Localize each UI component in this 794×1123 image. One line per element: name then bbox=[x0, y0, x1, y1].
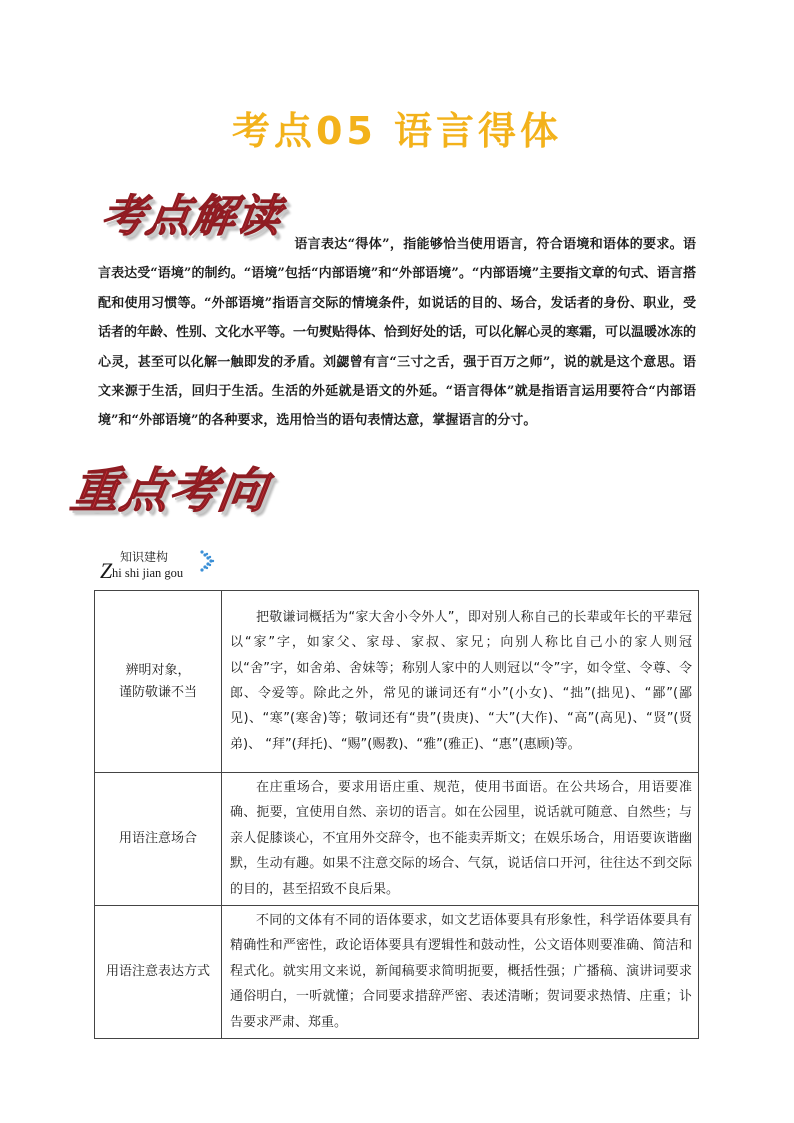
intro-paragraph-block bbox=[98, 230, 696, 436]
row-label-line: 用语注意场合 bbox=[118, 831, 197, 847]
knowledge-cap-letter: Z bbox=[100, 558, 113, 583]
knowledge-title: 知识建构 bbox=[120, 550, 169, 564]
row-label bbox=[95, 906, 222, 1039]
row-content: 不同的文体有不同的语体要求，如文艺语体要具有形象性，科学语体要具有精确性和严密性，政论语体要具有逻辑性和鼓动性，公文语体则要准确、简洁和程式化。就实用文来说，新闻稿要求简明扼要，概括性强；广播稿、演讲词要求通俗明白，一听就懂；合同要求措辞严密、表述清晰；贺词要求热情、庄重；讣告要求严肃、郑重。 bbox=[222, 906, 699, 1039]
row-label-line: 用语注意表达方式 bbox=[105, 964, 210, 980]
table-row bbox=[95, 773, 699, 906]
row-content: 把敬谦词概括为“家大舍小令外人”，即对别人称自己的长辈或年长的平辈冠以“家”字，如家父、家母、家叔、家兄；向别人称比自己小的家人则冠以“舍”字，如舍弟、舍妹等；称别人家中的人则冠以“令”字，如令堂、令尊、令郎、令爱等。除此之外，常见的谦词还有“小”(小女)、“拙”(拙见)、“鄙”(鄙见)、“寒”(寒舍)等；敬词还有“贵”(贵庚)、“大”(大作)、“高”(高见)、“贤”(贤弟)、 “拜”(拜托)、“赐”(赐教)、“雅”(雅正)、“惠”(惠顾)等。 bbox=[222, 591, 699, 773]
table-row bbox=[95, 906, 699, 1039]
row-label-line: 辨明对象， bbox=[125, 662, 191, 678]
page-title: 考点05 语言得体 bbox=[231, 109, 563, 153]
row-content: 在庄重场合，要求用语庄重、规范，使用书面语。在公共场合，用语要准确、扼要，宜使用自然、亲切的语言。如在公园里，说话就可随意、自然些；与亲人促膝谈心，不宜用外交辞令，也不能卖弄斯文；在娱乐场合，用语要诙谐幽默，生动有趣。如果不注意交际的场合、气氛，说话信口开河，往往达不到交际的目的，甚至招致不良后果。 bbox=[222, 773, 699, 906]
section-banner-interpretation: 考点解读 bbox=[97, 191, 285, 242]
knowledge-structure-header bbox=[100, 546, 240, 586]
row-label-line: 谨防敬谦不当 bbox=[118, 684, 197, 700]
knowledge-table bbox=[94, 590, 699, 1039]
dotted-arrow-icon bbox=[200, 550, 216, 572]
knowledge-pinyin: hi shi jian gou bbox=[112, 566, 184, 580]
row-label bbox=[95, 773, 222, 906]
row-label bbox=[95, 591, 222, 773]
section-banner-key-directions: 重点考向 bbox=[67, 463, 272, 519]
table-row bbox=[95, 591, 699, 773]
intro-paragraph: 语言表达“得体”，指能够恰当使用语言，符合语境和语体的要求。语言表达受“语境”的制约。“语境”包括“内部语境”和“外部语境”。“内部语境”主要指文章的句式、语言搭配和使用习惯等。“外部语境”指语言交际的情境条件，如说话的目的、场合，发话者的身份、职业，受话者的年龄、性别、文化水平等。一句熨贴得体、恰到好处的话，可以化解心灵的寒霜，可以温暖冰冻的心灵，甚至可以化解一触即发的矛盾。刘勰曾有言“三寸之舌，强于百万之师”，说的就是这个意思。语文来源于生活，回归于生活。生活的外延就是语文的外延。“语言得体”就是指语言运用要符合“内部语境”和“外部语境”的各种要求，选用恰当的语句表情达意，掌握语言的分寸。 bbox=[98, 237, 697, 429]
